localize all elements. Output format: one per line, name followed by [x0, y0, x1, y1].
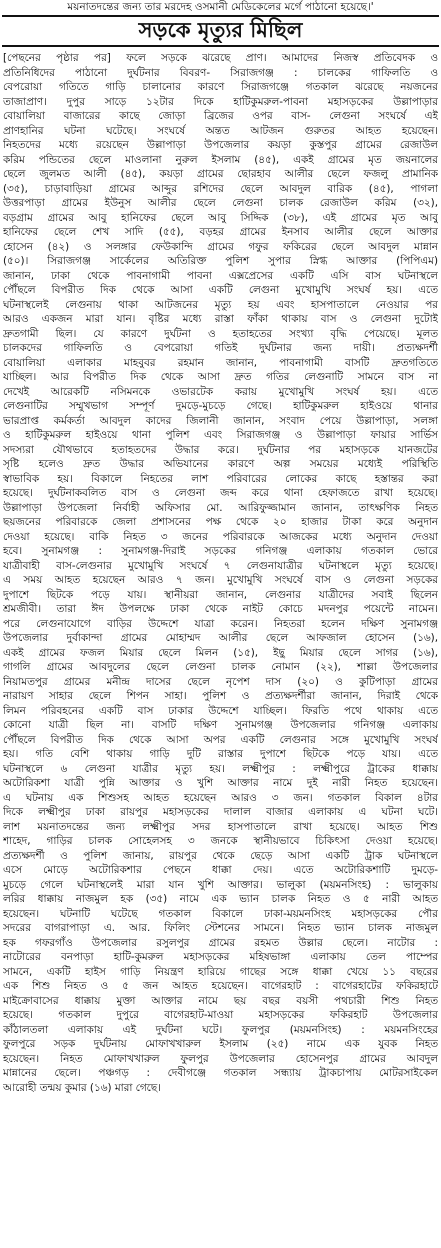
article-line: এ ঘটনায় এক শিশুসহ আহত হয়েছেন আরও ৩ জন। গতকাল বিকাল ৪টার [3, 791, 438, 804]
headline-divider [2, 45, 439, 47]
article-line: সদস্যরা যৌথভাবে হতাহতদের উদ্ধার করে। দুর্ঘটনার পর মহাসড়কে যানজটের [3, 443, 438, 456]
article-line: পৌঁছলে বিপরীত দিক থেকে আসা একটি লেগুনা মুখোমুখি সংঘর্ষ হয়। এতে [3, 284, 438, 296]
article-line: প্রত্যক্ষদর্শী ও পুলিশ জানায়, রায়পুর থেকে ছেড়ে আসা একটি ট্রাক ঘটনাস্থলে [3, 849, 438, 862]
article-line: মাইক্রোবাসের ধাক্কায় মুক্তা আক্তার নামে ছয় বছর বয়সী পথচারী শিশু নিহত [3, 994, 438, 1007]
article-line: লরির ধাক্কায় নাজমুল হক (৩৫) নামে এক ভ্যান চালক নিহত ও ৫ নারী আহত [3, 893, 438, 905]
article-line: সদরের বাগরাপাড়া এ. আর. ফিলিং স্টেশনের সামনে। নিহত ভ্যান চালক নাজমুল [3, 922, 438, 934]
article-line: করিম পন্ডিতের ছেলে মাওলানা নুরুল ইসলাম (৪৫), একই গ্রামের মৃত জয়নালের [3, 153, 438, 166]
article-line: লাশ ময়নাতদন্তের জন্য লক্ষ্মীপুর সদর হাসপাতালে রাখা হয়েছে। আহত শিশু [3, 820, 438, 833]
article-line: সামনে, একটি হাইস গাড়ি নিয়ন্ত্রণ হারিয়ে গাছের সঙ্গে ধাক্কা খেয়ে ১১ বছরের [3, 965, 438, 978]
article-line: হয়েছেন। নিহত মোফাখখারুল ফুলপুর উপজেলার হোসেনপুর গ্রামের আবদুল [3, 1052, 438, 1065]
article-line: পৌঁছলে বিপরীত দিক থেকে আসা অপর একটি লেগুনার সঙ্গে মুখোমুখি সংঘর্ষ [3, 733, 438, 746]
article-line: নিয়ামতপুর গ্রামের মনীন্দ্র দাসের ছেলে নৃপেশ দাস (২০) ও কুটিপাড়া গ্রামের [3, 675, 438, 688]
article-line: বোয়ালিয়া এলাকার মাহবুবর রহমান জানান, পাবনাগামী বাসটি দ্রুতগতিতে [3, 356, 438, 369]
article-line: চালকদের গাফিলতি ও বেপরোয়া গতিই দুর্ঘটনার জন্য দায়ী। প্রত্যক্ষদর্শী [3, 342, 438, 354]
article-line: যাত্রীবাহী বাস-লেগুনার মুখোমুখি সংঘর্ষে ৭ লেগুনাযাত্রীর ঘটনাস্থলে মৃত্যু হয়েছে। [3, 559, 438, 572]
article-line: হানিফের ছেলে শেখ সাদি (৫৫), বড়হর গ্রামের ইনসাব আলীর ছেলে আক্তার [3, 226, 438, 238]
article-line: ছেলে জুলমত আলী (৪৫), কয়ড়া গ্রামের ছোরহাব আলীর ছেলে ফজলু প্রামানিক [3, 168, 438, 180]
article-line: ফুলপুরে সড়ক দুর্ঘটনায় মোফাখখারুল ইসলাম (২৫) নামে এক যুবক নিহত [3, 1038, 438, 1050]
article-line: ও হাটিকুমরুল হাইওয়ে থানা পুলিশ এবং সিরাজগঞ্জ ও উল্লাপাড়া ফায়ার সার্ভিস [3, 429, 438, 441]
article-line: দুপাশে ছিটকে পড়ে যায়। স্থানীয়রা জানান, লেগুনার যাত্রীদের সবাই ছিলেন [3, 588, 438, 601]
article-line: এ সময় আহত হয়েছেন আরও ৭ জন। মুখোমুখি সংঘর্ষে বাস ও লেগুনা সড়কের [3, 574, 438, 586]
article-line: দেখেই আরেকটি নসিমনকে ওভারটেক করায় মুখোমুখি সংঘর্ষ হয়। এতে [3, 385, 438, 398]
article-line: গাগলি গ্রামের আবদুলের ছেলে লেগুনা চালক নোমান (২২), শাল্লা উপজেলার [3, 661, 438, 673]
article-line: (৫০)। সিরাজগঞ্জ সার্কেলের অতিরিক্ত পুলিশ সুপার স্নিগ্ধ আক্তার (পিপিএম) [3, 255, 438, 267]
article-line: হবে। সুনামগঞ্জ : সুনামগঞ্জ-দিরাই সড়কের গনিগঞ্জ এলাকায় গতকাল ভোরে [3, 545, 438, 557]
article-line: একই গ্রামের ফজল মিয়ার ছেলে মিলন (১৫), ইছু মিয়ার ছেলে সাগর (১৬), [3, 646, 438, 659]
article-line: জানান, ঢাকা থেকে পাবনাগামী পাবনা এক্সপ্রেসের একটি এসি বাস ঘটনাস্থলে [3, 269, 438, 282]
article-line: লিমন পরিবহনের একটি বাস ঢাকার উদ্দেশে যাচ্ছিল। ফিরতি পথে থাকায় এতে [3, 704, 438, 717]
article-line: দ্রুতগামী ছিল। যে কারণে দুর্ঘটনা ও হতাহতের সংখ্যা বৃদ্ধি পেয়েছে। মূলত [3, 327, 438, 340]
article-line: মান্নানের ছেলে। পঞ্চগড় : দেবীগঞ্জে গতকাল সন্ধ্যায় ট্রাকচাপায় মোটরসাইকেল [3, 1067, 438, 1079]
article-line: হয়। গতি বেশি থাকায় গাড়ি দুটি রাস্তার দুপাশে ছিটকে পড়ে যায়। এতে [3, 748, 438, 760]
article-line: বেপরোয়া গতিতে গাড়ি চালানোর কারণে সিরাজগঞ্জে গতকাল ঝরেছে নয়জনের [3, 81, 438, 93]
article-line: (৩৫), চাড়াবাড়িয়া গ্রামের আব্দুর রশিদের ছেলে আবদুল বারিক (৪৫), পাগলা [3, 182, 438, 195]
previous-article-tail: ময়নাতদন্তের জন্য তার মরদেহ ওসমানী মেডিকেলের মর্গে পাঠানো হয়েছে।' [67, 1, 374, 13]
article-line: পরে লেগুনাযোগে বাড়ির উদ্দেশে যাত্রা করেন। নিহতরা হলেন দক্ষিণ সুনামগঞ্জ [3, 617, 438, 630]
article-line: মুচড়ে গেলে ঘটনাস্থলেই মারা যান খুশি আক্তার। ভালুকা (ময়মনসিংহ) : ভালুকায় [3, 878, 438, 891]
article-line: যাচ্ছিল। আর বিপরীত দিক থেকে আসা দ্রুত গতির লেগুনাটি সামনে বাস না [3, 371, 438, 383]
article-line: দিকে লক্ষ্মীপুর ঢাকা রায়পুর মহাসড়কের দালাল বাজার এলাকায় এ ঘটনা ঘটে। [3, 806, 438, 818]
article-line: বোয়ালিয়া বাজারের কাছে জোড়া ব্রিজের ওপর বাস- লেগুনা সংঘর্ষে এই [3, 110, 438, 122]
article-line: [পেছনের পৃষ্ঠার পর] ফলে সড়কে ঝরেছে প্রাণ। আমাদের নিজস্ব প্রতিবেদক ও [3, 52, 438, 64]
article-line: শাহেদ, গাড়ির চালক সোহেলসহ ৩ জনকে স্থানীয়ভাবে চিকিৎসা দেওয়া হয়েছে। [3, 835, 438, 847]
article-line: প্রতিনিধিদের পাঠানো দুর্ঘটনার বিবরণ- সিরাজগঞ্জ : চালকের গাফিলতি ও [3, 66, 438, 79]
article-line: হোসেন (৪২) ও সলঙ্গার ফেউকান্দি গ্রামের গফুর ফকিরের ছেলে আবদুল মান্নান [3, 240, 438, 253]
article-line: ভারপ্রাপ্ত কর্মকর্তা আবদুল কাদের জিলানী জানান, সংবাদ পেয়ে উল্লাপাড়া, সলঙ্গা [3, 414, 438, 427]
article-line: হয়েছেন। ঘটনাটি ঘটেছে গতকাল বিকালে ঢাকা-ময়মনসিংহ মহাসড়কের পৌর [3, 907, 438, 920]
article-line: তাজাপ্রাণ। দুপুর সাড়ে ১২টার দিকে হাটিকুমরুল-পাবনা মহাসড়কের উল্লাপাড়ার [3, 95, 438, 108]
article-line: ঘটনাস্থলে ৬ লেগুনা যাত্রীর মৃত্যু হয়। লক্ষ্মীপুর : লক্ষ্মীপুরে ট্রাকের ধাক্কায় [3, 762, 438, 775]
article-line: আরোহী তন্ময় কুমার (১৬) মারা গেছে। [3, 1081, 161, 1094]
article-line: ছয়জনের পরিবারকে জেলা প্রশাসনের পক্ষ থেকে ২০ হাজার টাকা করে অনুদান [3, 516, 438, 528]
article-line: উপজেলার দুর্বাকান্দা গ্রামের মোহাম্মদ আলীর ছেলে আফজাল হোসেন (১৬), [3, 632, 438, 644]
article-line: আরও একজন মারা যান। বৃষ্টির মধ্যে রাস্তা ফাঁকা থাকায় বাস ও লেগুনা দুটোই [3, 313, 438, 325]
article-line: হয়েছে। দুর্ঘটনাকবলিত বাস ও লেগুনা জব্দ করে থানা হেফাজতে রাখা হয়েছে। [3, 487, 438, 499]
article-body [3, 51, 438, 1246]
article-line: এসে মোড়ে অটোরিকশার পেছনে ধাক্কা দেয়। এতে অটোরিকশাটি দুমড়ে- [3, 864, 438, 876]
article-line: প্রাণহানির ঘটনা ঘটেছে। সংঘর্ষে অন্তত আটজন গুরুতর আহত হয়েছেন। [3, 124, 438, 137]
article-line: হক গফরগাঁও উপজেলার রসুলপুর গ্রামের রহমত উল্লার ছেলে। নাটোর : [3, 936, 438, 949]
article-line: এক শিশু নিহত ও ৫ জন আহত হয়েছেন। বাগেরহাট : বাগেরহাটের ফকিরহাটে [3, 980, 438, 992]
headline: সড়কে মৃত্যুর মিছিল [138, 18, 303, 42]
article-line: ঘটনাস্থলেই লেগুনায় থাকা আটজনের মৃত্যু হয় এবং হাসপাতালে নেওয়ার পর [3, 298, 438, 311]
article-line: কাঁঠালতলা এলাকায় এই দুর্ঘটনা ঘটে। ফুলপুর (ময়মনসিংহ) : ময়মনসিংহের [3, 1023, 438, 1036]
article-line: স্বাভাবিক হয়। বিকালে নিহতের লাশ পরিবারের লোকের কাছে হস্তান্তর করা [3, 472, 438, 485]
article-line: নারায়ণ সাহার ছেলে শিপন সাহা। পুলিশ ও প্রত্যক্ষদর্শীরা জানান, দিরাই থেকে [3, 690, 438, 702]
article-line: লেগুনাটির সম্মুখভাগ সম্পূর্ণ দুমড়ে-মুচড়ে গেছে। হাটিকুমরুল হাইওয়ে থানার [3, 400, 438, 412]
article-line: নাটোরের বনপাড়া হাটি-কুমরুল মহাসড়কের মহিষভাঙ্গা এলাকায় তেল পাম্পের [3, 951, 438, 963]
article-line: হয়েছে। গতকাল দুপুরে বাগেরহাট-মাওয়া মহাসড়কের ফকিরহাট উপজেলার [3, 1009, 438, 1021]
article-line: উল্লাপাড়া উপজেলা নির্বাহী অফিসার মো. আরিফুজ্জামান জানান, তাৎক্ষণিক নিহত [3, 501, 438, 514]
article-line: বড়গ্রাম গ্রামের আবু হানিফের ছেলে আবু সিদ্দিক (৩৮), এই গ্রামের মৃত আবু [3, 211, 438, 224]
article-line: কোনো যাত্রী ছিল না। বাসটি দক্ষিণ সুনামগঞ্জ উপজেলার গনিগঞ্জ এলাকায় [3, 719, 438, 731]
article-line: শ্রমজীবী। তারা ঈদ উপলক্ষে ঢাকা থেকে নাইট কোচে মদনপুর পয়েন্টে নামেন। [3, 603, 438, 615]
article-line: উত্তরপাড়া গ্রামের ইউনুস আলীর ছেলে লেগুনা চালক রেজাউল করিম (৩২), [3, 197, 438, 209]
article-line: সৃষ্টি হলেও দ্রুত উদ্ধার অভিযানের কারণে অল্প সময়ের মধ্যেই পরিস্থিতি [3, 458, 438, 470]
article-line: অটোরিকশা যাত্রী পুন্নি আক্তার ও খুশি আক্তার নামে দুই নারী নিহত হয়েছেন। [3, 777, 438, 789]
article-line: দেওয়া হয়েছে। বাকি নিহত ৩ জনের পরিবারকে আজকের মধ্যে অনুদান দেওয়া [3, 530, 438, 543]
article-line: নিহতদের মধ্যে রয়েছেন উল্লাপাড়া উপজেলার কয়ড়া কুস্তপুর গ্রামের রেজাউল [3, 139, 438, 151]
